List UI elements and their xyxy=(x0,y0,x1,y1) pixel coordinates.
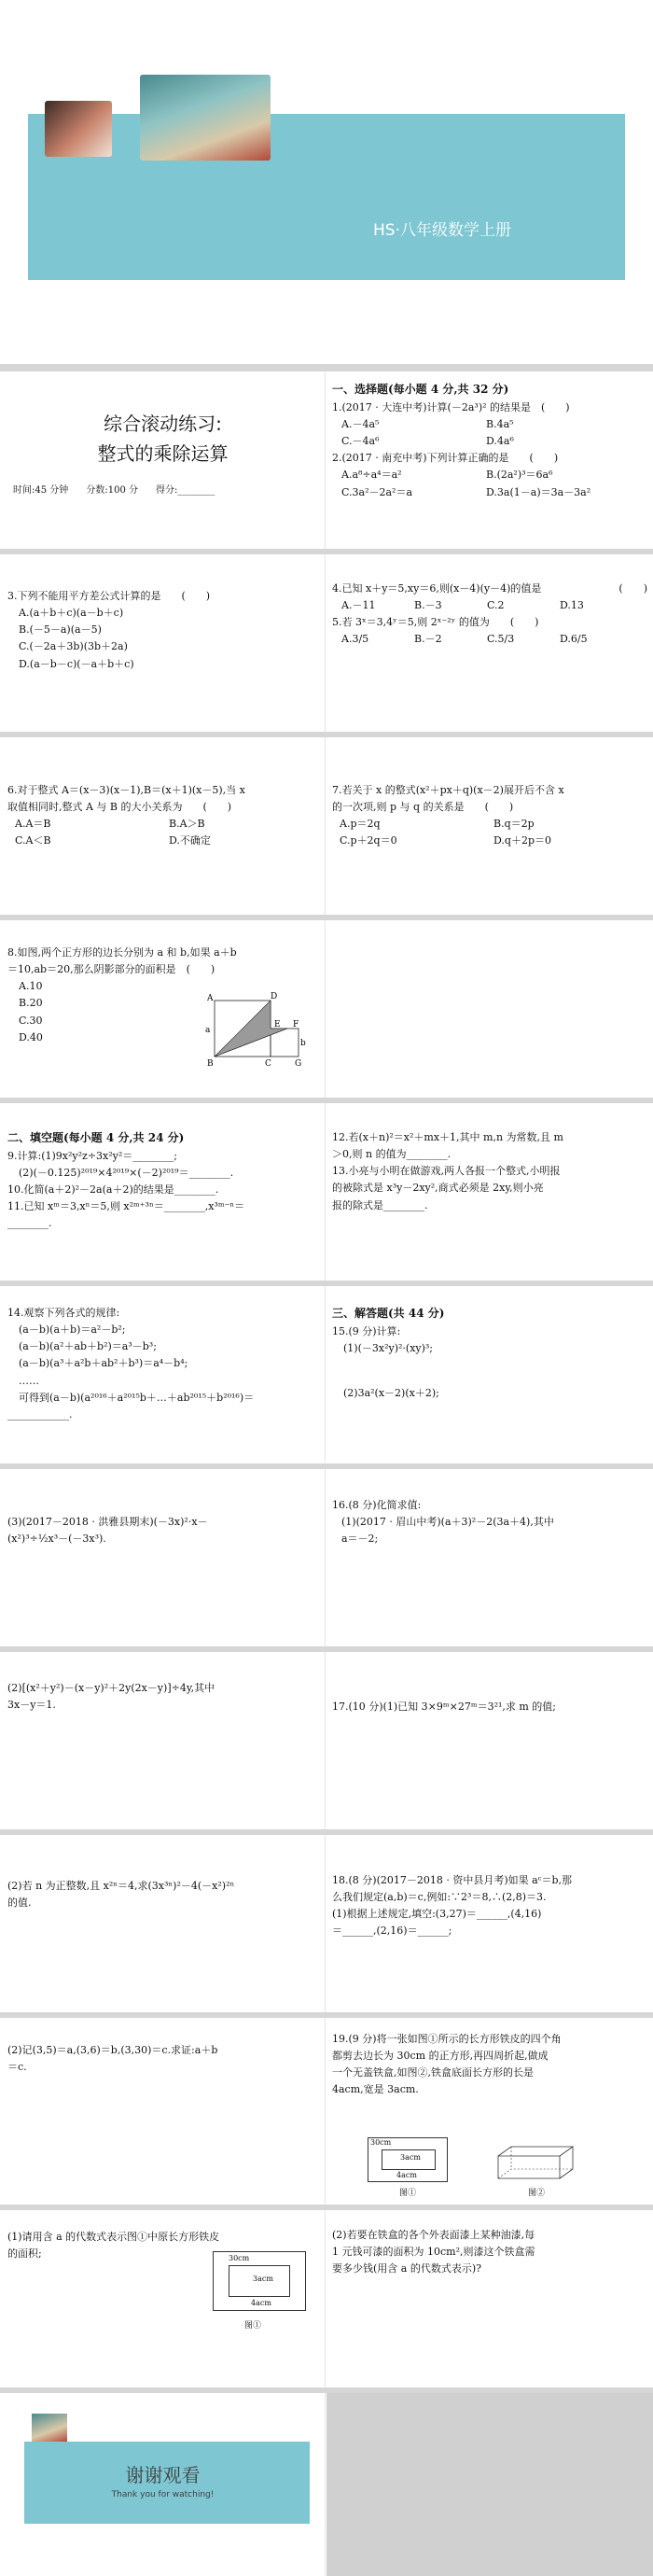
question-1: 1.(2017 · 大连中考)计算(－2a³)² 的结果是 ( ) xyxy=(332,400,570,413)
cover-photo-left xyxy=(45,101,112,157)
label-g-point: G xyxy=(295,1059,302,1069)
option: D.40 xyxy=(19,1030,43,1043)
question-8-cont: ＝10,ab＝20,那么阴影部分的面积是 ( ) xyxy=(7,963,215,976)
slide-8 xyxy=(0,1469,653,1646)
question-18-part-1-cont: ＝______,(2,16)＝______; xyxy=(332,1925,452,1938)
side-b-label: b xyxy=(300,1039,306,1048)
option: C.(－2a＋3b)(3b＋2a) xyxy=(19,640,128,653)
question-15: 15.(9 分)计算: xyxy=(332,1324,401,1337)
slide-7 xyxy=(0,1286,653,1463)
question-16-part-1-cont: a＝－2; xyxy=(341,1533,379,1546)
option: B.－2 xyxy=(414,633,442,646)
option: A.－11 xyxy=(341,599,376,612)
option: B.A＞B xyxy=(169,818,205,831)
pattern-line: 可得到(a－b)(a²⁰¹⁶＋a²⁰¹⁵b＋…＋ab²⁰¹⁵＋b²⁰¹⁶)＝ xyxy=(19,1391,255,1404)
slide-12 xyxy=(0,2210,653,2387)
figure-caption-2: 图② xyxy=(528,2189,546,2198)
label-c-point: C xyxy=(265,1059,271,1069)
question-16: 16.(8 分)化简求值: xyxy=(332,1499,422,1511)
question-19: 19.(9 分)将一张如图①所示的长方形铁皮的四个角 xyxy=(332,2033,562,2045)
question-19-part-2-cont: 1 元钱可漆的面积为 10cm²,则漆这个铁盒需 xyxy=(332,2246,535,2259)
title-pane xyxy=(0,371,326,549)
box-figure-2 xyxy=(491,2141,584,2182)
thanks-text: 谢谢观看 xyxy=(125,2464,201,2486)
right-pane-blank xyxy=(326,920,653,1098)
title-line-2: 整式的乘除运算 xyxy=(97,442,229,465)
answer-blank: ____________. xyxy=(7,1407,73,1421)
option: C.3a²－2a²＝a xyxy=(341,485,413,498)
question-13: 13.小亮与小明在做游戏,两人各报一个整式,小明报 xyxy=(332,1165,561,1178)
slide-10 xyxy=(0,1835,653,2012)
left-pane xyxy=(0,1469,326,1646)
sheet-figure-1 xyxy=(368,2137,448,2182)
right-pane xyxy=(326,1835,653,2012)
left-pane xyxy=(0,1652,326,1829)
left-pane xyxy=(0,1286,326,1463)
cover-band xyxy=(28,114,625,280)
option: B.4a⁵ xyxy=(486,417,514,430)
dim-4acm: 4acm xyxy=(251,2299,271,2307)
section-title-solve: 三、解答题(共 44 分) xyxy=(332,1307,445,1320)
question-19-part-1-cont: 的面积; xyxy=(7,2247,42,2261)
question-7: 7.若关于 x 的整式(x²＋px＋q)(x－2)展开后不含 x xyxy=(332,784,564,796)
slide-2 xyxy=(0,371,653,549)
question-4: 4.已知 x＋y＝5,xy＝6,则(x－4)(y－4)的值是 ( ) xyxy=(332,582,647,595)
question-7-cont: 的一次项,则 p 与 q 的关系是 ( ) xyxy=(332,801,514,814)
question-18: 18.(8 分)(2017－2018 · 资中县月考)如果 aᶜ＝b,那 xyxy=(332,1874,573,1886)
option: C.30 xyxy=(19,1014,43,1027)
question-6-cont: 取值相同时,整式 A 与 B 的大小关系为 ( ) xyxy=(7,801,232,814)
dim-3acm: 3acm xyxy=(253,2275,273,2283)
question-19-cont2: 一个无盖铁盒,如图②,铁盒底面长方形的长是 xyxy=(332,2066,534,2079)
option: C.2 xyxy=(487,599,505,612)
cover-subtitle: HS·八年级数学上册 xyxy=(373,221,511,240)
question-9: 9.计算:(1)9x²y²z÷3x²y²＝________; xyxy=(7,1149,177,1162)
end-blank-pane xyxy=(326,2393,653,2576)
cover-slide xyxy=(0,0,653,364)
pattern-line: (a－b)(a³＋a²b＋ab²＋b³)＝a⁴－b⁴; xyxy=(19,1357,188,1370)
slide-11 xyxy=(0,2018,653,2205)
figure-caption-1: 图① xyxy=(399,2189,417,2198)
question-19-part-2-cont2: 要多少钱(用含 a 的代数式表示)? xyxy=(332,2262,482,2275)
question-10: 10.化简(a＋2)²－2a(a＋2)的结果是________. xyxy=(7,1183,219,1197)
pattern-line: (a－b)(a＋b)＝a²－b²; xyxy=(19,1323,126,1337)
question-17-part-2: (2)若 n 为正整数,且 x²ⁿ＝4,求(3x³ⁿ)²－4(－x²)²ⁿ xyxy=(7,1880,235,1892)
slide-end xyxy=(0,2393,653,2576)
right-pane xyxy=(326,2210,653,2387)
option: D.(a－b－c)(－a＋b＋c) xyxy=(19,657,134,670)
question-15-part-2: (2)3a²(x－2)(x＋2); xyxy=(343,1387,439,1400)
option: D.6/5 xyxy=(560,633,588,646)
option: A.a⁸÷a⁴＝a² xyxy=(341,469,402,482)
question-15-part-1: (1)(－3x²y)²·(xy)³; xyxy=(343,1341,434,1354)
left-pane xyxy=(0,554,326,732)
right-pane xyxy=(326,1469,653,1646)
right-pane xyxy=(326,554,653,732)
slide-5 xyxy=(0,920,653,1098)
label-b-point: B xyxy=(207,1059,214,1069)
question-15-part-3: (3)(2017－2018 · 洪雅县期末)(－3x)²·x－ xyxy=(7,1516,208,1528)
question-18-cont: 么我们规定(a,b)＝c,例如:∵2³＝8,∴(2,8)＝3. xyxy=(332,1891,547,1904)
question-11: 11.已知 xᵐ＝3,xⁿ＝5,则 x²ᵐ⁺³ⁿ＝________,x³ᵐ⁻ⁿ＝ xyxy=(7,1200,245,1213)
figure-caption-1: 图① xyxy=(244,2321,262,2331)
question-17-part-2-cont: 的值. xyxy=(7,1897,32,1910)
question-12-cont: ＞0,则 n 的值为________. xyxy=(332,1148,452,1161)
question-13-cont: 的被除式是 x³y－2xy²,商式必须是 2xy,则小亮 xyxy=(332,1182,544,1195)
right-pane xyxy=(326,1652,653,1829)
option: A.－4a⁵ xyxy=(341,417,380,430)
end-photo xyxy=(32,2414,67,2442)
end-pane xyxy=(0,2393,326,2576)
thanks-english: Thank you for watching! xyxy=(111,2490,215,2499)
left-pane xyxy=(0,1103,326,1281)
sheet-figure-1-repeat xyxy=(213,2251,306,2311)
dim-30cm: 30cm xyxy=(370,2138,392,2147)
option: C.5/3 xyxy=(487,633,515,646)
slide-4 xyxy=(0,737,653,915)
option: B.q＝2p xyxy=(493,818,535,831)
option: D.q＋2p＝0 xyxy=(493,834,552,847)
cover-photo-right xyxy=(140,75,271,161)
question-13-cont2: 报的除式是________. xyxy=(332,1198,428,1211)
dim-30cm: 30cm xyxy=(229,2254,250,2262)
title-line-1: 综合滚动练习: xyxy=(104,413,222,435)
slide-3 xyxy=(0,554,653,732)
option: C.A＜B xyxy=(15,834,51,847)
question-16-part-2: (2)[(x²＋y²)－(x－y)²＋2y(2x－y)]÷4y,其中 xyxy=(7,1682,215,1694)
pattern-line: (a－b)(a²＋ab＋b²)＝a³－b³; xyxy=(19,1340,157,1353)
option: D.3a(1－a)＝3a－3a² xyxy=(486,485,591,498)
option: C.p＋2q＝0 xyxy=(340,834,397,847)
pattern-line: …… xyxy=(19,1374,39,1387)
label-d-point: D xyxy=(271,992,278,1001)
label-f-point: F xyxy=(293,1020,299,1029)
question-19-cont3: 4acm,宽是 3acm. xyxy=(332,2083,419,2096)
slide-6 xyxy=(0,1103,653,1281)
left-pane xyxy=(0,1835,326,2012)
option: B.－3 xyxy=(414,599,442,612)
question-19-cont: 都剪去边长为 30cm 的正方形,再四周折起,做成 xyxy=(332,2050,549,2063)
dim-3acm: 3acm xyxy=(400,2153,421,2162)
option: D.4a⁶ xyxy=(486,435,514,448)
left-pane xyxy=(0,2210,326,2387)
right-pane xyxy=(326,2018,653,2205)
option: A.10 xyxy=(19,980,43,993)
question-5: 5.若 3ˣ＝3,4ʸ＝5,则 2ˣ⁻²ʸ 的值为 ( ) xyxy=(332,616,539,629)
left-pane xyxy=(0,2018,326,2205)
option: B.(2a²)³＝6a⁶ xyxy=(486,469,553,482)
label-e-point: E xyxy=(274,1020,281,1029)
question-18-part-2: (2)记(3,5)＝a,(3,6)＝b,(3,30)＝c.求证:a＋b xyxy=(7,2044,218,2056)
right-pane xyxy=(326,737,653,915)
side-a-label: a xyxy=(205,1026,211,1035)
question-3: 3.下列不能用平方差公式计算的是 ( ) xyxy=(7,590,211,602)
exam-meta: 时间:45 分钟 分数:100 分 得分:________ xyxy=(13,485,215,496)
label-a-point: A xyxy=(207,994,214,1003)
question-17: 17.(10 分)(1)已知 3×9ᵐ×27ᵐ＝3²¹,求 m 的值; xyxy=(332,1701,557,1713)
option: A.p＝2q xyxy=(340,818,381,831)
option: A.A＝B xyxy=(15,818,51,831)
question-18-part-2-cont: ＝c. xyxy=(7,2061,27,2074)
left-pane xyxy=(0,737,326,915)
question-9-part-2: (2)(－0.125)²⁰¹⁹×4²⁰¹⁹×(－2)²⁰¹⁹＝________. xyxy=(19,1166,234,1179)
question-11-cont: ________. xyxy=(7,1217,52,1230)
section-title-fill: 二、填空题(每小题 4 分,共 24 分) xyxy=(7,1131,185,1144)
option: C.－4a⁶ xyxy=(341,435,380,448)
questions-pane xyxy=(326,371,653,549)
question-12: 12.若(x＋n)²＝x²＋mx＋1,其中 m,n 为常数,且 m xyxy=(332,1131,563,1143)
right-pane xyxy=(326,1286,653,1463)
option: B.20 xyxy=(19,997,43,1010)
slide-9 xyxy=(0,1652,653,1829)
squares-figure xyxy=(203,991,306,1085)
option: A.3/5 xyxy=(341,633,369,646)
left-pane xyxy=(0,920,326,1098)
option: D.不确定 xyxy=(169,834,211,847)
dim-4acm: 4acm xyxy=(396,2171,417,2179)
section-title-choice: 一、选择题(每小题 4 分,共 32 分) xyxy=(332,383,509,396)
question-6: 6.对于整式 A＝(x－3)(x－1),B＝(x＋1)(x－5),当 x xyxy=(7,784,245,796)
question-16-part-1: (1)(2017 · 眉山中考)(a＋3)²－2(3a＋4),其中 xyxy=(341,1516,554,1529)
question-15-part-3-cont: (x²)³÷½x³－(－3x³). xyxy=(7,1533,106,1546)
option: D.13 xyxy=(560,599,584,612)
question-14: 14.观察下列各式的规律: xyxy=(7,1307,120,1319)
question-2: 2.(2017 · 南充中考)下列计算正确的是 ( ) xyxy=(332,452,559,465)
question-19-part-1: (1)请用含 a 的代数式表示图①中原长方形铁皮 xyxy=(7,2231,220,2243)
question-8: 8.如图,两个正方形的边长分别为 a 和 b,如果 a＋b xyxy=(7,946,237,959)
option: B.(－5－a)(a－5) xyxy=(19,623,102,637)
question-18-part-1: (1)根据上述规定,填空:(3,27)＝______,(4,16) xyxy=(332,1908,542,1921)
right-pane xyxy=(326,1103,653,1281)
option: A.(a＋b＋c)(a－b＋c) xyxy=(19,607,124,620)
question-16-part-2-cont: 3x－y＝1. xyxy=(7,1699,56,1712)
question-19-part-2: (2)若要在铁盒的各个外表面漆上某种油漆,每 xyxy=(332,2229,535,2241)
